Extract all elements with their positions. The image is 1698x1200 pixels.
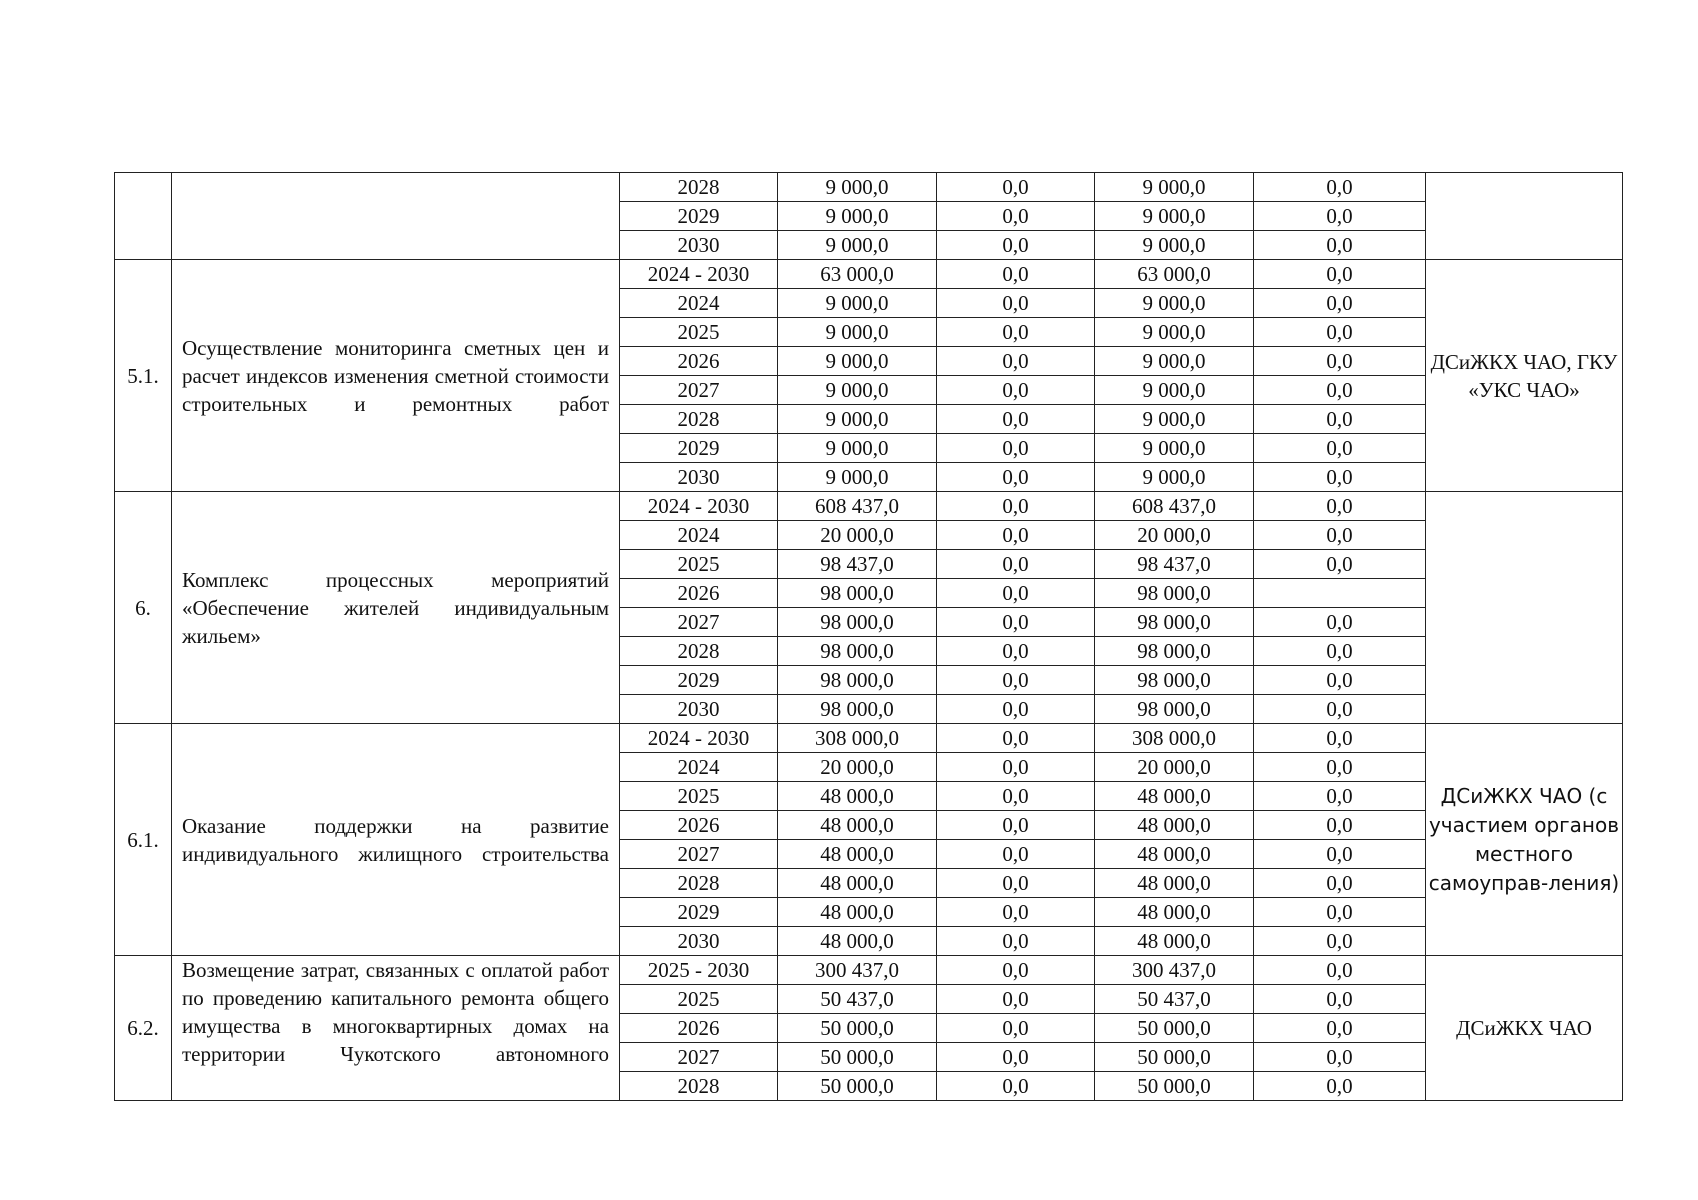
responsible-executor: ДСиЖКХ ЧАО (с участием органов местного самоуправ-ления): [1426, 724, 1623, 956]
federal-budget-cell: 0,0: [937, 231, 1095, 260]
regional-budget-cell: 48 000,0: [1095, 898, 1254, 927]
total-cell: 9 000,0: [778, 289, 937, 318]
item-description: Возмещение затрат, связанных с оплатой работ по проведению капитального ремонта общего имущества в многоквартирных домах на территории Чукотского автономного: [172, 956, 620, 1101]
other-sources-cell: 0,0: [1254, 202, 1426, 231]
other-sources-cell: 0,0: [1254, 724, 1426, 753]
regional-budget-cell: 98 000,0: [1095, 637, 1254, 666]
period-cell: 2024: [620, 753, 778, 782]
regional-budget-cell: 50 437,0: [1095, 985, 1254, 1014]
other-sources-cell: 0,0: [1254, 318, 1426, 347]
period-cell: 2027: [620, 1043, 778, 1072]
total-cell: 50 000,0: [778, 1014, 937, 1043]
regional-budget-cell: 20 000,0: [1095, 753, 1254, 782]
regional-budget-cell: 9 000,0: [1095, 376, 1254, 405]
period-cell: 2025: [620, 318, 778, 347]
total-cell: 48 000,0: [778, 782, 937, 811]
total-cell: 50 437,0: [778, 985, 937, 1014]
regional-budget-cell: 63 000,0: [1095, 260, 1254, 289]
federal-budget-cell: 0,0: [937, 347, 1095, 376]
federal-budget-cell: 0,0: [937, 376, 1095, 405]
period-cell: 2025: [620, 985, 778, 1014]
period-cell: 2028: [620, 869, 778, 898]
federal-budget-cell: 0,0: [937, 666, 1095, 695]
other-sources-cell: 0,0: [1254, 289, 1426, 318]
other-sources-cell: 0,0: [1254, 521, 1426, 550]
total-cell: 48 000,0: [778, 840, 937, 869]
other-sources-cell: 0,0: [1254, 376, 1426, 405]
regional-budget-cell: 9 000,0: [1095, 318, 1254, 347]
regional-budget-cell: 20 000,0: [1095, 521, 1254, 550]
period-cell: 2030: [620, 695, 778, 724]
period-cell: 2030: [620, 463, 778, 492]
total-cell: 608 437,0: [778, 492, 937, 521]
federal-budget-cell: 0,0: [937, 550, 1095, 579]
period-cell: 2024: [620, 521, 778, 550]
total-cell: 50 000,0: [778, 1043, 937, 1072]
total-cell: 9 000,0: [778, 202, 937, 231]
regional-budget-cell: 48 000,0: [1095, 927, 1254, 956]
item-description: [172, 173, 620, 260]
regional-budget-cell: 9 000,0: [1095, 434, 1254, 463]
regional-budget-cell: 608 437,0: [1095, 492, 1254, 521]
other-sources-cell: 0,0: [1254, 1043, 1426, 1072]
federal-budget-cell: 0,0: [937, 492, 1095, 521]
federal-budget-cell: 0,0: [937, 724, 1095, 753]
total-cell: 9 000,0: [778, 347, 937, 376]
regional-budget-cell: 9 000,0: [1095, 405, 1254, 434]
total-cell: 98 000,0: [778, 666, 937, 695]
federal-budget-cell: 0,0: [937, 956, 1095, 985]
item-number: 6.2.: [115, 956, 172, 1101]
other-sources-cell: 0,0: [1254, 608, 1426, 637]
period-cell: 2029: [620, 898, 778, 927]
total-cell: 9 000,0: [778, 231, 937, 260]
period-cell: 2029: [620, 202, 778, 231]
other-sources-cell: 0,0: [1254, 840, 1426, 869]
table-row: [115, 492, 1623, 521]
regional-budget-cell: 300 437,0: [1095, 956, 1254, 985]
other-sources-cell: 0,0: [1254, 1072, 1426, 1101]
regional-budget-cell: 48 000,0: [1095, 869, 1254, 898]
total-cell: 48 000,0: [778, 811, 937, 840]
federal-budget-cell: 0,0: [937, 1014, 1095, 1043]
regional-budget-cell: 9 000,0: [1095, 231, 1254, 260]
regional-budget-cell: 98 437,0: [1095, 550, 1254, 579]
other-sources-cell: 0,0: [1254, 347, 1426, 376]
regional-budget-cell: 98 000,0: [1095, 579, 1254, 608]
federal-budget-cell: 0,0: [937, 1072, 1095, 1101]
period-cell: 2028: [620, 637, 778, 666]
regional-budget-cell: 9 000,0: [1095, 173, 1254, 202]
table-row: [115, 173, 1623, 202]
federal-budget-cell: 0,0: [937, 434, 1095, 463]
regional-budget-cell: 50 000,0: [1095, 1072, 1254, 1101]
regional-budget-cell: 9 000,0: [1095, 347, 1254, 376]
period-cell: 2025: [620, 782, 778, 811]
item-number: 6.: [115, 492, 172, 724]
total-cell: 20 000,0: [778, 753, 937, 782]
total-cell: 308 000,0: [778, 724, 937, 753]
responsible-executor: ДСиЖКХ ЧАО: [1426, 956, 1623, 1101]
period-cell: 2027: [620, 840, 778, 869]
period-cell: 2028: [620, 405, 778, 434]
period-cell: 2029: [620, 666, 778, 695]
other-sources-cell: 0,0: [1254, 898, 1426, 927]
federal-budget-cell: 0,0: [937, 927, 1095, 956]
federal-budget-cell: 0,0: [937, 1043, 1095, 1072]
other-sources-cell: 0,0: [1254, 695, 1426, 724]
federal-budget-cell: 0,0: [937, 521, 1095, 550]
federal-budget-cell: 0,0: [937, 782, 1095, 811]
regional-budget-cell: 9 000,0: [1095, 289, 1254, 318]
item-description: Осуществление мониторинга сметных цен и расчет индексов изменения сметной стоимости строительных и ремонтных работ: [172, 260, 620, 492]
total-cell: 9 000,0: [778, 173, 937, 202]
federal-budget-cell: 0,0: [937, 753, 1095, 782]
federal-budget-cell: 0,0: [937, 463, 1095, 492]
total-cell: 9 000,0: [778, 318, 937, 347]
total-cell: 98 000,0: [778, 579, 937, 608]
period-cell: 2024 - 2030: [620, 492, 778, 521]
federal-budget-cell: 0,0: [937, 608, 1095, 637]
item-description: Оказание поддержки на развитие индивидуального жилищного строительства: [172, 724, 620, 956]
table-row: [115, 260, 1623, 289]
period-cell: 2026: [620, 347, 778, 376]
item-description: Комплекс процессных мероприятий «Обеспечение жителей индивидуальным жильем»: [172, 492, 620, 724]
period-cell: 2030: [620, 231, 778, 260]
federal-budget-cell: 0,0: [937, 898, 1095, 927]
federal-budget-cell: 0,0: [937, 695, 1095, 724]
federal-budget-cell: 0,0: [937, 811, 1095, 840]
period-cell: 2025 - 2030: [620, 956, 778, 985]
total-cell: 98 437,0: [778, 550, 937, 579]
federal-budget-cell: 0,0: [937, 579, 1095, 608]
total-cell: 98 000,0: [778, 695, 937, 724]
other-sources-cell: 0,0: [1254, 550, 1426, 579]
total-cell: 20 000,0: [778, 521, 937, 550]
other-sources-cell: 0,0: [1254, 927, 1426, 956]
period-cell: 2026: [620, 811, 778, 840]
other-sources-cell: 0,0: [1254, 637, 1426, 666]
total-cell: 9 000,0: [778, 376, 937, 405]
table-row: [115, 956, 1623, 985]
total-cell: 48 000,0: [778, 927, 937, 956]
item-number: 6.1.: [115, 724, 172, 956]
period-cell: 2026: [620, 579, 778, 608]
period-cell: 2024: [620, 289, 778, 318]
federal-budget-cell: 0,0: [937, 869, 1095, 898]
item-number: [115, 173, 172, 260]
period-cell: 2028: [620, 173, 778, 202]
regional-budget-cell: 50 000,0: [1095, 1043, 1254, 1072]
total-cell: 9 000,0: [778, 405, 937, 434]
other-sources-cell: 0,0: [1254, 985, 1426, 1014]
period-cell: 2026: [620, 1014, 778, 1043]
responsible-executor: ДСиЖКХ ЧАО, ГКУ «УКС ЧАО»: [1426, 260, 1623, 492]
responsible-executor: [1426, 173, 1623, 260]
federal-budget-cell: 0,0: [937, 173, 1095, 202]
regional-budget-cell: 48 000,0: [1095, 782, 1254, 811]
total-cell: 98 000,0: [778, 637, 937, 666]
total-cell: 300 437,0: [778, 956, 937, 985]
regional-budget-cell: 98 000,0: [1095, 666, 1254, 695]
other-sources-cell: [1254, 579, 1426, 608]
total-cell: 48 000,0: [778, 869, 937, 898]
total-cell: 9 000,0: [778, 463, 937, 492]
other-sources-cell: 0,0: [1254, 434, 1426, 463]
other-sources-cell: 0,0: [1254, 782, 1426, 811]
other-sources-cell: 0,0: [1254, 666, 1426, 695]
federal-budget-cell: 0,0: [937, 405, 1095, 434]
federal-budget-cell: 0,0: [937, 260, 1095, 289]
other-sources-cell: 0,0: [1254, 1014, 1426, 1043]
period-cell: 2027: [620, 608, 778, 637]
federal-budget-cell: 0,0: [937, 318, 1095, 347]
table-row: [115, 724, 1623, 753]
regional-budget-cell: 308 000,0: [1095, 724, 1254, 753]
other-sources-cell: 0,0: [1254, 956, 1426, 985]
federal-budget-cell: 0,0: [937, 637, 1095, 666]
other-sources-cell: 0,0: [1254, 492, 1426, 521]
regional-budget-cell: 48 000,0: [1095, 840, 1254, 869]
regional-budget-cell: 48 000,0: [1095, 811, 1254, 840]
table-body: [115, 173, 1623, 1101]
period-cell: 2029: [620, 434, 778, 463]
other-sources-cell: 0,0: [1254, 463, 1426, 492]
federal-budget-cell: 0,0: [937, 985, 1095, 1014]
other-sources-cell: 0,0: [1254, 405, 1426, 434]
period-cell: 2027: [620, 376, 778, 405]
period-cell: 2028: [620, 1072, 778, 1101]
period-cell: 2025: [620, 550, 778, 579]
other-sources-cell: 0,0: [1254, 753, 1426, 782]
other-sources-cell: 0,0: [1254, 811, 1426, 840]
funding-table: [114, 172, 1623, 1101]
item-number: 5.1.: [115, 260, 172, 492]
total-cell: 9 000,0: [778, 434, 937, 463]
period-cell: 2024 - 2030: [620, 260, 778, 289]
federal-budget-cell: 0,0: [937, 289, 1095, 318]
other-sources-cell: 0,0: [1254, 869, 1426, 898]
total-cell: 63 000,0: [778, 260, 937, 289]
regional-budget-cell: 9 000,0: [1095, 202, 1254, 231]
federal-budget-cell: 0,0: [937, 202, 1095, 231]
regional-budget-cell: 98 000,0: [1095, 608, 1254, 637]
responsible-executor: [1426, 492, 1623, 724]
total-cell: 98 000,0: [778, 608, 937, 637]
other-sources-cell: 0,0: [1254, 231, 1426, 260]
total-cell: 50 000,0: [778, 1072, 937, 1101]
period-cell: 2024 - 2030: [620, 724, 778, 753]
period-cell: 2030: [620, 927, 778, 956]
regional-budget-cell: 50 000,0: [1095, 1014, 1254, 1043]
other-sources-cell: 0,0: [1254, 173, 1426, 202]
regional-budget-cell: 98 000,0: [1095, 695, 1254, 724]
federal-budget-cell: 0,0: [937, 840, 1095, 869]
other-sources-cell: 0,0: [1254, 260, 1426, 289]
regional-budget-cell: 9 000,0: [1095, 463, 1254, 492]
total-cell: 48 000,0: [778, 898, 937, 927]
